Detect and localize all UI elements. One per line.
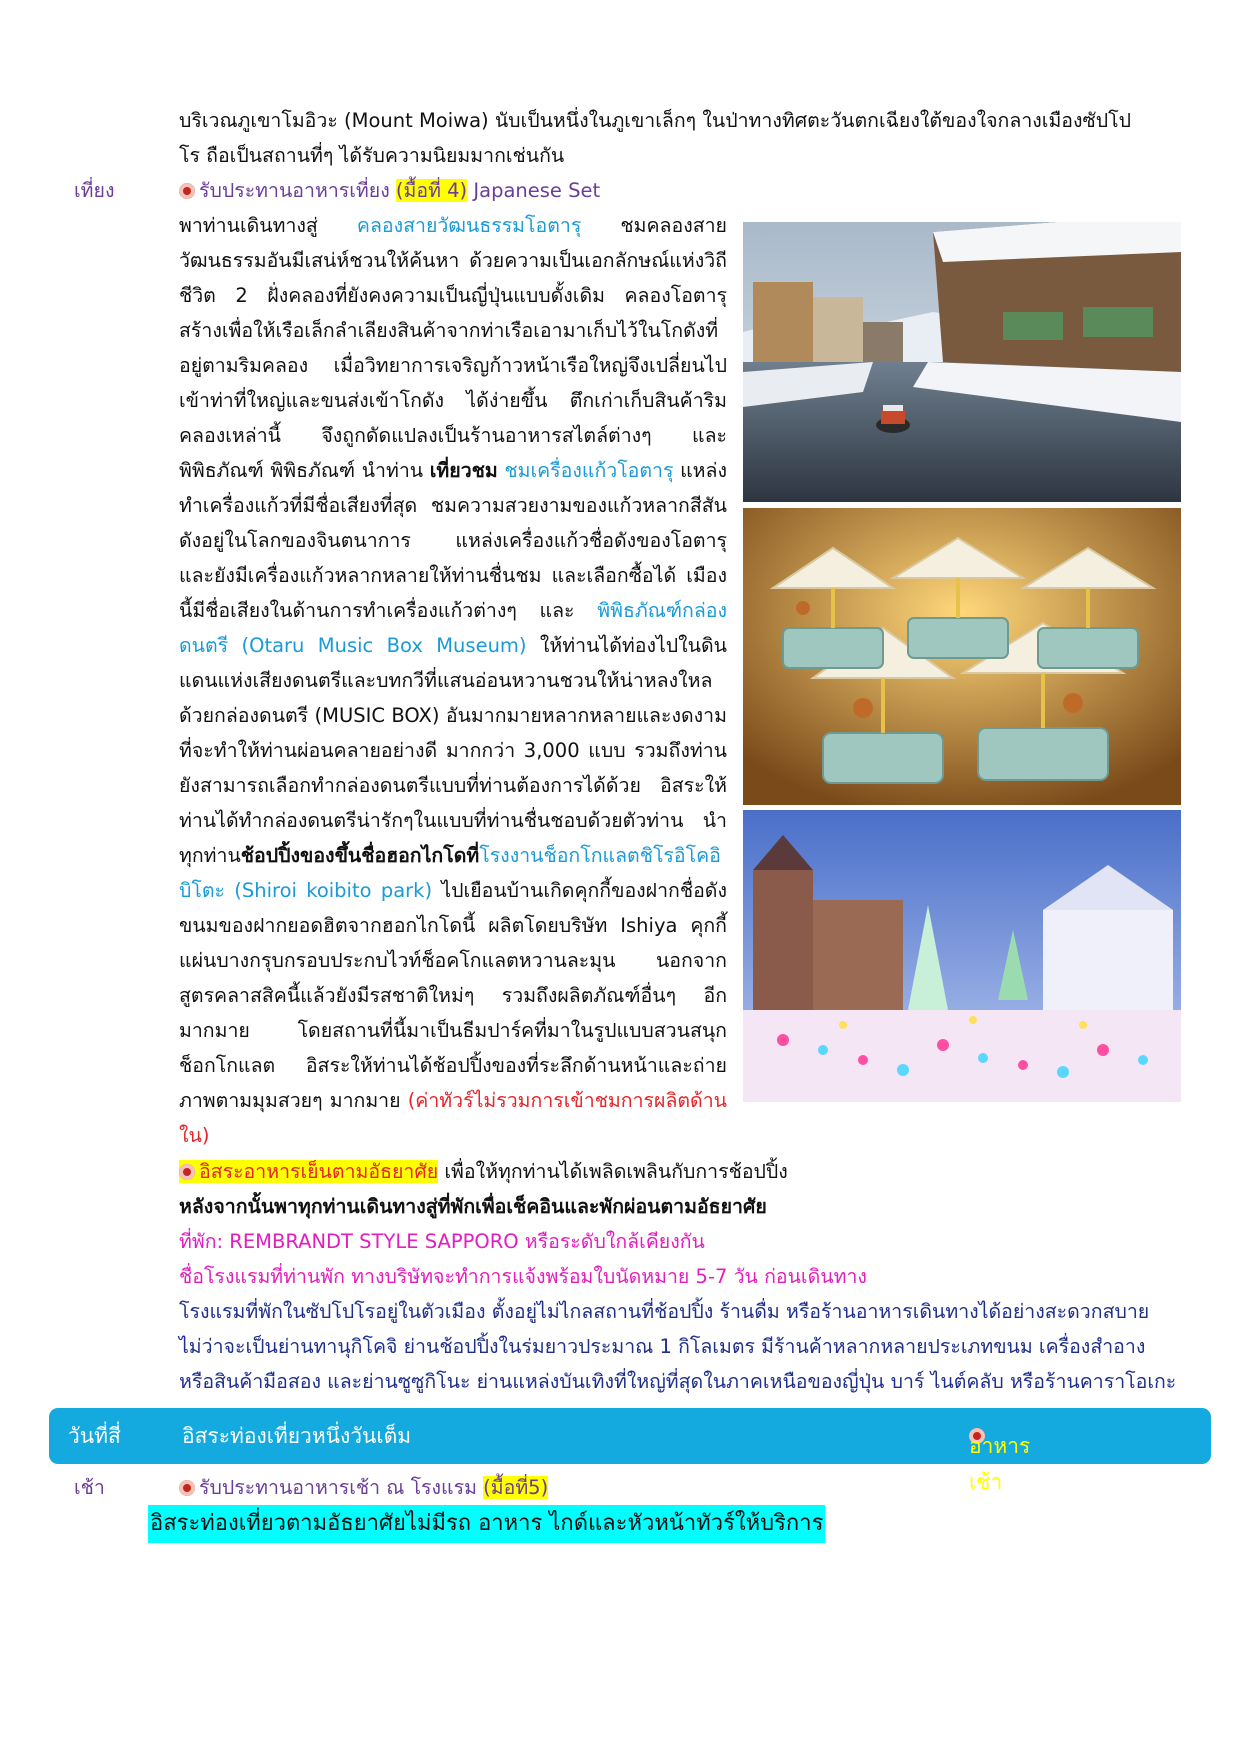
- body-text-c: แหล่งทำเครื่องแก้วที่มีชื่อเสียงที่สุด ชมความสวยงามของแก้วหลากสีสันดังอยู่ในโลกของจินตนาการ แหล่งเครื่องแก้วชื่อดังของโอตารุ และยังมีเครื่องแก้วหลากหลายให้ท่านชื่นชม และเลือกซื้อได้ เมืองนี้มีชื่อเสียงในด้านการทำเครื่องแก้วต่างๆ และ: [179, 459, 727, 622]
- hotel-notice: ชื่อโรงแรมที่ท่านพัก ทางบริษัทจะทำการแจ้งพร้อมใบนัดหมาย 5-7 วัน ก่อนเดินทาง: [179, 1265, 867, 1288]
- otaru-canal-link: คลองสายวัฒนธรรมโอตารุ: [356, 214, 582, 237]
- breakfast-row: [179, 1470, 548, 1505]
- intro-line-1: บริเวณภูเขาโมอิวะ (Mount Moiwa) นับเป็นหนึ่งในภูเขาเล็กๆ ในป่าทางทิศตะวันตกเฉียงใต้ของใจกลางเมืองซัปโป: [179, 109, 1132, 132]
- breakfast-text: รับประทานอาหารเช้า ณ โรงแรม: [199, 1476, 477, 1499]
- checkin-text: หลังจากนั้นพาทุกท่านเดินทางสู่ที่พักเพื่อเช็คอินและพักผ่อนตามอัธยาศัย: [179, 1195, 767, 1218]
- day-label: วันที่สี่: [68, 1424, 121, 1448]
- shopping-label: ช้อปปิ้งของขึ้นชื่อฮอกไกโดที่: [240, 844, 480, 867]
- plate-icon: [179, 183, 195, 199]
- lunch-time-label: เที่ยง: [74, 179, 115, 202]
- plate-icon: [179, 1480, 195, 1496]
- dinner-label: อิสระอาหารเย็นตามอัธยาศัย: [199, 1160, 439, 1183]
- day-meals-text: อาหาร เช้า: [969, 1434, 1031, 1494]
- dinner-label-wrap: [179, 1160, 438, 1183]
- body-text-b: ชมคลองสายวัฒนธรรมอันมีเสน่ห์ชวนให้ค้นหา ด้วยความเป็นเอกลักษณ์แห่งวิถีชีวิต 2 ฝั่งคลองที่ยังคงความเป็นญี่ปุ่นแบบดั้งเดิม คลองโอตารุสร้างเพื่อให้เรือเล็กลำเลียงสินค้าจากท่าเรือเอามาเก็บไว้ในโกดังที่อยู่ตามริมคลอง เมื่อวิทยาการเจริญก้าวหน้าเรือใหญ่จึงเปลี่ยนไปเข้าท่าที่ใหญ่และขนส่งเข้าโกดัง ได้ง่ายขึ้น ตึกเก่าเก็บสินค้าริมคลองเหล่านี้ จึงถูกดัดแปลงเป็นร้านอาหารสไตล์ต่างๆ และพิพิธภัณฑ์ พิพิธภัณฑ์ นำท่าน: [179, 214, 727, 482]
- shiroi-koibito-link: โรงงานช็อกโกแลตชิโรอิโคอิบิโตะ (Shiroi koibito park): [179, 844, 721, 902]
- plate-icon: [179, 1164, 195, 1180]
- breakfast-time-label: เช้า: [74, 1476, 105, 1499]
- body-text-d: ให้ท่านได้ท่องไปในดินแดนแห่งเสียงดนตรีและบทกวีที่แสนอ่อนหวานชวนให้น่าหลงใหล ด้วยกล่องดนตรี (MUSIC BOX) อันมากมายหลากหลายและงดงามที่จะทำให้ท่านผ่อนคลายอย่างดี มากกว่า 3,000 แบบ รวมถึงท่านยังสามารถเลือกทำกล่องดนตรีแบบที่ท่านต้องการได้ด้วย อิสระให้ท่านได้ทำกล่องดนตรีน่ารักๆในแบบที่ท่านชื่นชอบด้วยตัวท่าน นำทุกท่าน: [179, 634, 728, 867]
- shiroi-koibito-park-photo: [743, 810, 1181, 1102]
- exclusion-note: (ค่าทัวร์ไม่รวมการเข้าชมการผลิตด้านใน): [179, 1089, 727, 1147]
- free-day-notice: อิสระท่องเที่ยวตามอัธยาศัยไม่มีรถ อาหาร ไกด์และหัวหน้าทัวร์ให้บริการ: [148, 1505, 825, 1543]
- attraction-description: [179, 208, 727, 1153]
- breakfast-meal-no: (มื้อที่5): [483, 1476, 549, 1499]
- intro-line-2: โร ถือเป็นสถานที่ๆ ได้รับความนิยมมากเช่นกัน: [179, 144, 565, 167]
- visit-label: เที่ยวชม: [429, 459, 498, 482]
- hotel-desc-1: โรงแรมที่พักในซัปโปโรอยู่ในตัวเมือง ตั้งอยู่ไม่ไกลสถานที่ช้อปปิ้ง ร้านดื่ม หรือร้านอาหารเดินทางได้อย่างสะดวกสบาย: [179, 1300, 1150, 1323]
- otaru-canal-photo: [743, 222, 1181, 502]
- lunch-meal-no: (มื้อที่ 4): [395, 179, 468, 202]
- dinner-rest: เพื่อให้ทุกท่านได้เพลิดเพลินกับการช้อปปิ้ง: [438, 1160, 788, 1183]
- lunch-row: [179, 173, 600, 208]
- lunch-text: รับประทานอาหารเที่ยง: [199, 179, 390, 202]
- hotel-line: ที่พัก: REMBRANDT STYLE SAPPORO หรือระดับใกล้เคียงกัน: [179, 1230, 705, 1253]
- music-box-museum-link: พิพิธภัณฑ์กล่องดนตรี (Otaru Music Box Museum): [179, 599, 727, 657]
- hotel-desc-3: หรือสินค้ามือสอง และย่านซูซูกิโนะ ย่านแหล่งบันเทิงที่ใหญ่ที่สุดในภาคเหนือของญี่ปุ่น บาร์ ไนต์คลับ หรือร้านคาราโอเกะ: [179, 1370, 1177, 1393]
- dinner-row: [179, 1154, 788, 1189]
- music-box-photo: [743, 508, 1181, 805]
- otaru-glass-link: ชมเครื่องแก้วโอตารุ: [497, 459, 674, 482]
- lunch-menu: Japanese Set: [473, 179, 601, 202]
- day-title: อิสระท่องเที่ยวหนึ่งวันเต็ม: [182, 1424, 412, 1448]
- hotel-desc-2: ไม่ว่าจะเป็นย่านทานุกิโคจิ ย่านช้อปปิ้งในร่มยาวประมาณ 1 กิโลเมตร มีร้านค้าหลากหลายประเภทขนม เครื่องสำอาง: [179, 1335, 1146, 1358]
- body-text-e: ไปเยือนบ้านเกิดคุกกี้ของฝากชื่อดัง ขนมของฝากยอดฮิตจากฮอกไกโดนี้ ผลิตโดยบริษัท Ishiya คุกกี้แผ่นบางกรุบกรอบประกบไวท์ช็อคโกแลตหวานละมุน นอกจากสูตรคลาสสิคนี้แล้วยังมีรสชาติใหม่ๆ รวมถึงผลิตภัณฑ์อื่นๆ อีกมากมาย โดยสถานที่นี้มาเป็นธีมปาร์คที่มาในรูปแบบสวนสนุกช็อกโกแลต อิสระให้ท่านได้ช้อปปิ้งของที่ระลึกด้านหน้าและถ่ายภาพตามมุมสวยๆ มากมาย: [179, 879, 727, 1112]
- body-text-a: พาท่านเดินทางสู่: [179, 214, 357, 237]
